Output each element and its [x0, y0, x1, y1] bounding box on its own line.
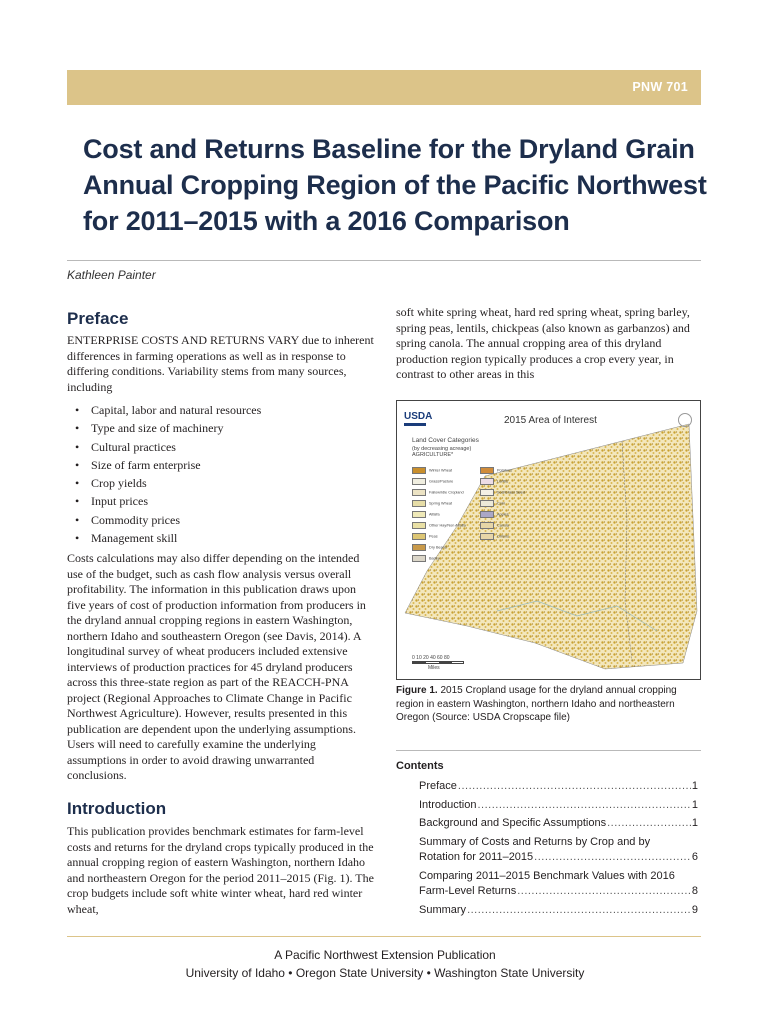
- legend-item: Potatoes: [480, 467, 512, 474]
- legend-title: Land Cover Categories: [412, 437, 479, 444]
- list-item: • Management skill: [75, 529, 261, 547]
- right-column-text: [396, 305, 701, 383]
- toc-entry-preface[interactable]: Preface ..... 1: [419, 779, 698, 795]
- list-item: • Crop yields: [75, 474, 261, 492]
- list-item: • Input prices: [75, 492, 261, 510]
- contents-heading: Contents: [396, 760, 444, 772]
- scale-unit: Miles: [428, 665, 440, 671]
- legend-item: Winter Wheat: [412, 467, 452, 474]
- legend-group: AGRICULTURE*: [412, 452, 454, 458]
- preface-body-text: Costs calculations may also differ depending on the intended use of the budget, such as cash flow analysis versus overall profitability. The information in this publication draws upon five years of cost of production information from producers in the dryland annual cropping regions in eastern Washington, northern Idaho and southeastern Oregon (see Davis, 2014). A longitudinal survey of wheat producers included extensive interviews of production practices for 45 dryland producers across this three-state region as part of the REACCH-PNA project (Regional Approaches to Climate Change in Pacific Northwest Agriculture). However, results presented in this publication are dependent upon the underlying assumptions. Users will need to carefully examine the underlying assumptions in order to avoid drawing unwarranted conclusions.: [67, 551, 366, 782]
- cropland-map-figure: [396, 400, 701, 680]
- preface-intro: [67, 333, 376, 395]
- toc-entry-summary[interactable]: Summary ..... 9: [419, 903, 698, 919]
- region-outline: [405, 424, 697, 669]
- toc-entry-summary-of-costs[interactable]: Summary of Costs and Returns by Crop and by Rotation for 2011–2015 ..... 6: [419, 835, 698, 866]
- preface-intro-text: ENTERPRISE COSTS AND RETURNS VARY due to inherent differences in farming operations as well as in response to differing conditions. Variability stems from many sources, including: [67, 333, 374, 394]
- preface-body: [67, 551, 376, 784]
- list-item: • Commodity prices: [75, 511, 261, 529]
- legend-item: Fallow/Idle Cropland: [412, 489, 464, 496]
- footer-line1: A Pacific Northwest Extension Publication: [274, 948, 496, 962]
- scale-text: 0 10 20 40 60 80: [412, 655, 450, 661]
- legend-item: Peas: [412, 533, 438, 540]
- legend-item: Onions: [480, 533, 509, 540]
- footer-line2: University of Idaho • Oregon State University • Washington State University: [185, 966, 585, 980]
- legend-item: Other Hay/Non Alfalfa: [412, 522, 466, 529]
- map-legend: [412, 437, 525, 561]
- list-item: • Capital, labor and natural resources: [75, 401, 261, 419]
- footer: [0, 946, 770, 982]
- scale-ruler: [412, 661, 464, 664]
- figure-caption: [396, 684, 701, 725]
- introduction-heading: Introduction: [67, 799, 167, 818]
- legend-item: Barley: [412, 555, 440, 562]
- legend-item: Canola: [480, 522, 509, 529]
- title-divider: [67, 260, 701, 261]
- author-name: Kathleen Painter: [67, 268, 156, 282]
- legend-subtitle: (by decreasing acreage): [412, 446, 472, 452]
- list-item: • Type and size of machinery: [75, 419, 261, 437]
- preface-heading: Preface: [67, 309, 129, 328]
- footer-divider: [67, 936, 701, 937]
- map-scale-bar: [412, 655, 464, 671]
- toc-entry-introduction[interactable]: Introduction ..... 1: [419, 798, 698, 814]
- legend-item: Apples: [480, 511, 509, 518]
- map-title: 2015 Area of Interest: [504, 415, 597, 426]
- document-title: Cost and Returns Baseline for the Dryland Grain Annual Cropping Region of the Pacific Northwest for 2011–2015 with a 2016 Comparison: [83, 134, 707, 236]
- header-band: [67, 70, 701, 105]
- toc-entry-background[interactable]: Background and Specific Assumptions ..... 1: [419, 816, 698, 832]
- compass-icon: [678, 413, 692, 427]
- legend-item: Corn: [480, 500, 505, 507]
- legend-item: Spring Wheat: [412, 500, 452, 507]
- list-item: • Cultural practices: [75, 438, 261, 456]
- legend-item: Grass/Pasture: [412, 478, 453, 485]
- caption-label: Figure 1.: [396, 685, 438, 696]
- legend-item: Dry Beans: [412, 544, 447, 551]
- publication-number: PNW 701: [632, 80, 688, 94]
- preface-bullet-list: [75, 401, 261, 547]
- table-of-contents: [419, 779, 698, 918]
- usda-logo: USDA: [404, 411, 432, 426]
- caption-text: 2015 Cropland usage for the dryland annual cropping region in eastern Washington, northern Idaho and northeastern Oregon (Source: USDA Cropscape file): [396, 685, 677, 723]
- introduction-body: [67, 824, 376, 917]
- legend-item: Alfalfa: [412, 511, 440, 518]
- toc-entry-comparing[interactable]: Comparing 2011–2015 Benchmark Values with 2016 Farm-Level Returns ..... 8: [419, 869, 698, 900]
- right-column-paragraph: soft white spring wheat, hard red spring wheat, spring barley, spring peas, lentils, chickpeas (also known as garbanzos) and spring canola. The annual cropping area of this dryland production region typically produces a crop every year, in contrast to other areas in this: [396, 305, 690, 381]
- contents-divider: [396, 750, 701, 751]
- legend-item: Lentils: [480, 478, 508, 485]
- list-item: • Size of farm enterprise: [75, 456, 261, 474]
- legend-item: Sod/Grass Seed: [480, 489, 525, 496]
- introduction-body-text: This publication provides benchmark estimates for farm-level costs and returns for the dryland crops typically produced in the annual cropping region of eastern Washington, northern Idaho and northeastern Oregon for the period 2011–2015 (Fig. 1). The crop budgets include soft white winter wheat, hard red winter wheat,: [67, 824, 374, 916]
